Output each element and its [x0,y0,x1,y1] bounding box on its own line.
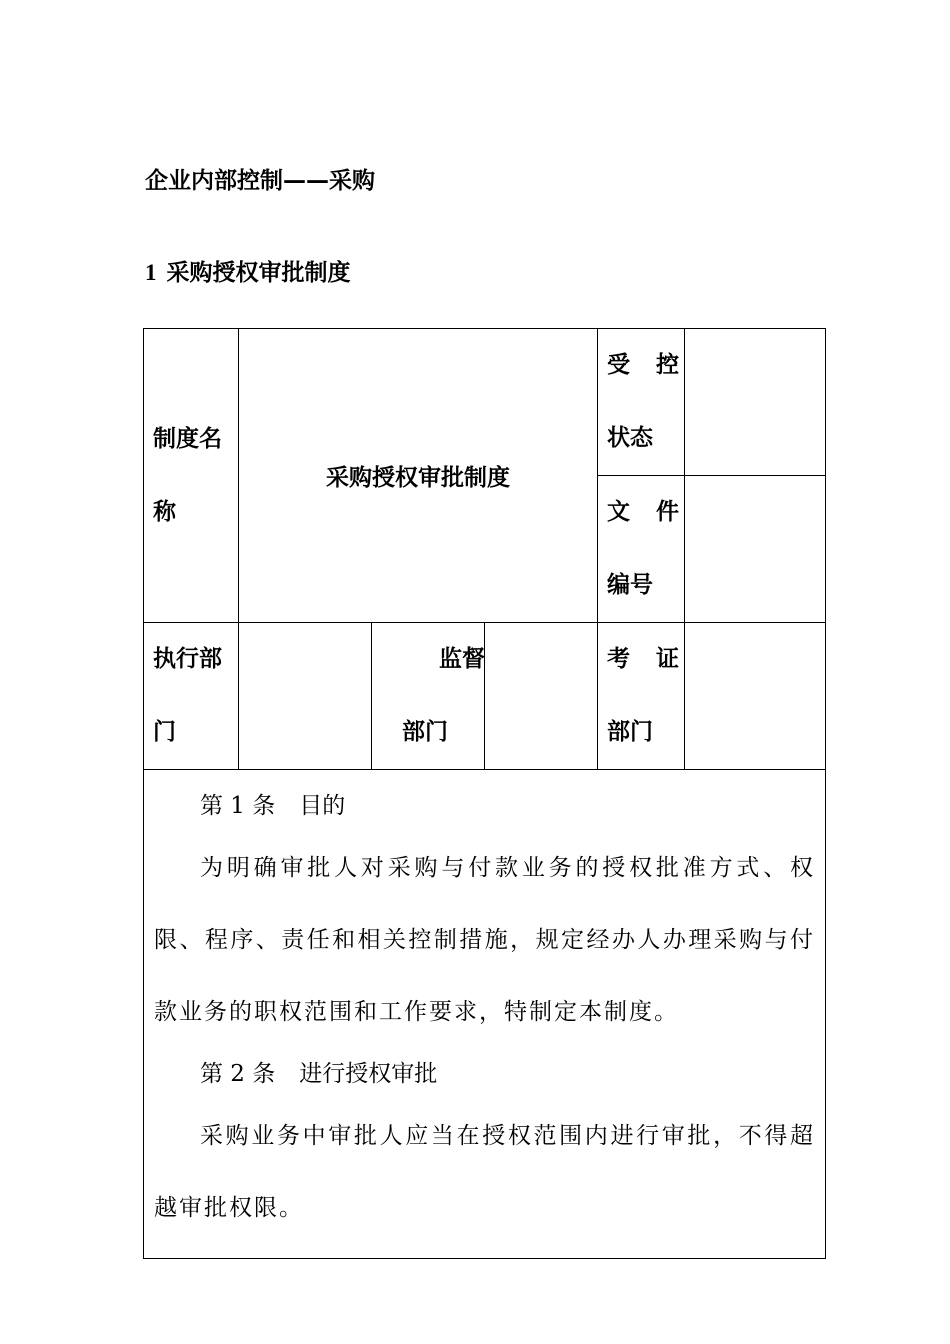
document-title: 企业内部控制——采购 [145,168,375,194]
article-1-number: 第 1 条 [200,793,276,819]
article-2-title: 进行授权审批 [299,1061,438,1087]
file-number-label: 文件 编号 [607,499,680,598]
article-2-number: 第 2 条 [200,1061,276,1087]
supervise-dept-label-cell [372,623,485,770]
supervise-dept-label: 监督 部门 [402,646,485,745]
policy-name-value: 采购授权审批制度 [326,465,511,491]
control-status-label-cell [598,329,685,476]
policy-name-label: 制度名称 [153,425,222,525]
control-status-value-cell[interactable] [685,329,826,476]
policy-name-value-cell [239,329,598,623]
exec-dept-value-cell[interactable] [239,623,372,770]
policy-name-label-cell [144,329,239,623]
file-number-label-cell [598,476,685,623]
section-number: 1 [145,260,157,285]
verify-dept-label: 考证 部门 [607,646,680,745]
exec-dept-label: 执行部门 [153,646,222,745]
policy-info-table [143,328,826,1259]
supervise-dept-value-cell[interactable] [485,623,598,770]
article-1-title: 目的 [299,793,346,819]
section-title: 采购授权审批制度 [166,260,351,286]
section-heading [145,254,351,287]
exec-dept-label-cell [144,623,239,770]
article-2-heading [154,1048,815,1100]
file-number-value-cell[interactable] [685,476,826,623]
verify-dept-value-cell[interactable] [685,623,826,770]
control-status-label: 受控 状态 [607,352,680,451]
article-1-text: 为明确审批人对采购与付款业务的授权批准方式、权限、程序、责任和相关控制措施，规定经办人办理采购与付款业务的职权范围和工作要求，特制定本制度。 [154,855,816,1025]
verify-dept-label-cell [598,623,685,770]
article-2-text: 采购业务中审批人应当在授权范围内进行审批，不得超越审批权限。 [154,1123,816,1221]
policy-content-cell [144,770,826,1259]
article-1-heading [154,780,815,832]
